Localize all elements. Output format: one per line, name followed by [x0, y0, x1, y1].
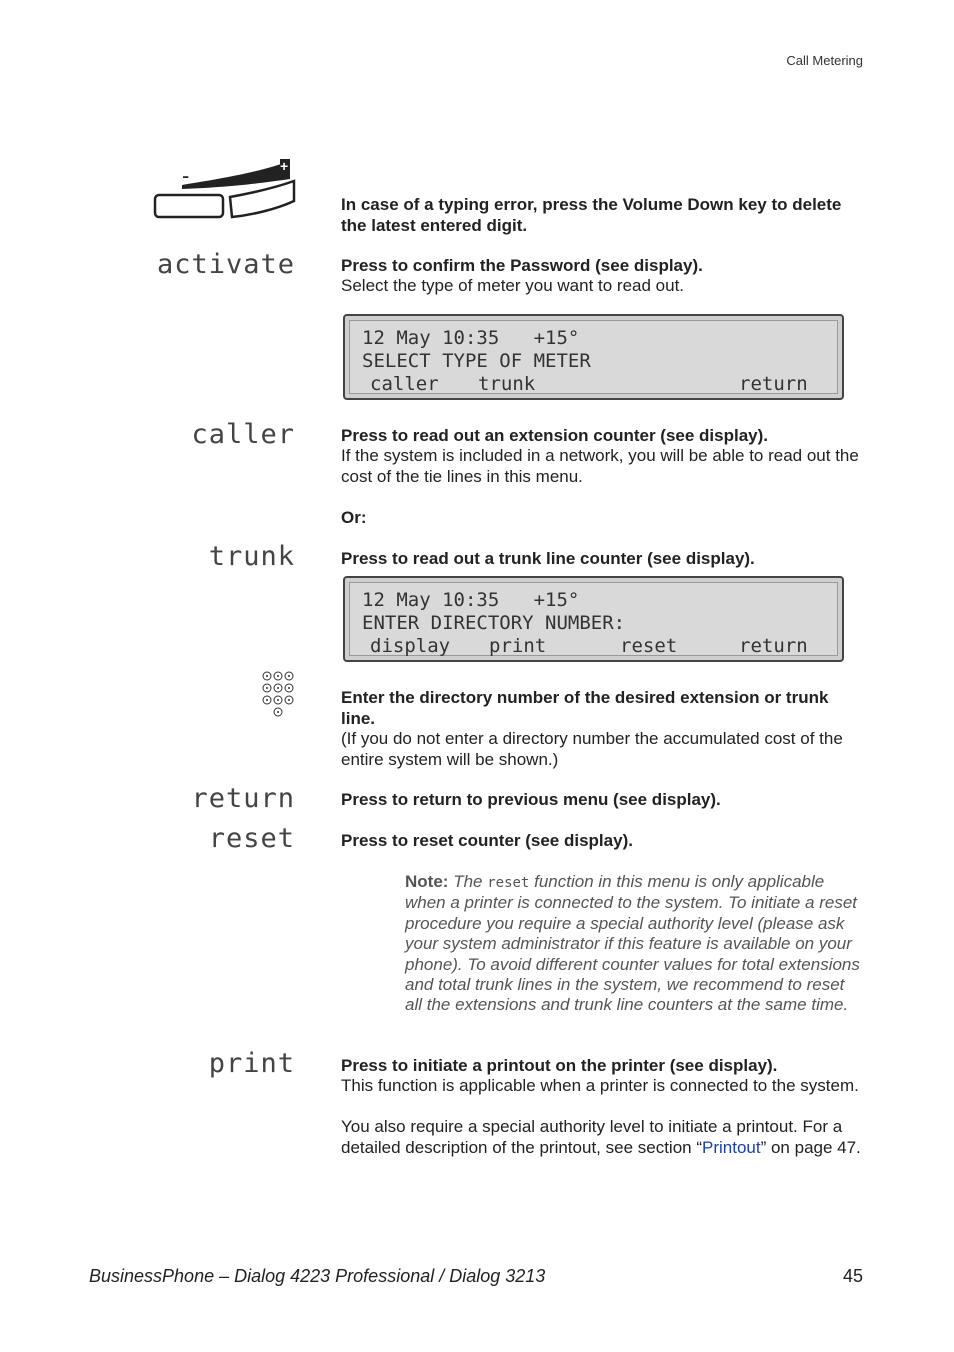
- display-line-2: ENTER DIRECTORY NUMBER:: [362, 612, 626, 634]
- activate-description: Select the type of meter you want to read out.: [341, 276, 685, 295]
- or-label: Or:: [341, 508, 367, 527]
- volume-key-icon: [152, 157, 298, 221]
- display-enter-directory: [343, 576, 844, 662]
- softkey-return[interactable]: return: [739, 373, 808, 395]
- trunk-key[interactable]: trunk: [208, 541, 295, 572]
- page-header: Call Metering: [786, 53, 863, 68]
- softkey-print[interactable]: print: [489, 635, 547, 657]
- print-instruction: Press to initiate a printout on the printer (see display).: [341, 1056, 778, 1075]
- softkey-reset[interactable]: reset: [620, 635, 678, 657]
- print-key[interactable]: print: [208, 1048, 295, 1079]
- note-code: reset: [487, 875, 530, 891]
- keypad-icon: [262, 671, 298, 721]
- softkey-trunk[interactable]: trunk: [478, 373, 536, 395]
- note-pre: The: [453, 872, 483, 891]
- return-instruction: Press to return to previous menu (see display).: [341, 790, 721, 809]
- page-number: 45: [842, 1266, 863, 1286]
- typing-error-instruction: In case of a typing error, press the Volume Down key to delete the latest entered digit.: [341, 195, 842, 235]
- plus-sign: +: [280, 158, 289, 174]
- print-reference: [341, 1117, 863, 1158]
- reset-note: [405, 872, 863, 1016]
- softkey-return[interactable]: return: [739, 635, 808, 657]
- footer-title: BusinessPhone – Dialog 4223 Professional / Dialog 3213: [89, 1266, 546, 1286]
- print-reference-post: ” on page 47.: [760, 1137, 861, 1157]
- enter-number-description: (If you do not enter a directory number the accumulated cost of the entire system will be shown.): [341, 729, 843, 769]
- note-label: Note:: [405, 872, 449, 891]
- display-line-2: SELECT TYPE OF METER: [362, 350, 591, 372]
- reset-instruction: Press to reset counter (see display).: [341, 831, 633, 850]
- activate-instruction: Press to confirm the Password (see display).: [341, 256, 703, 275]
- return-key[interactable]: return: [191, 783, 295, 814]
- caller-key[interactable]: caller: [191, 419, 295, 450]
- reset-key[interactable]: reset: [208, 823, 295, 854]
- display-line-1: 12 May 10:35 +15°: [362, 327, 580, 349]
- printout-link[interactable]: Printout: [702, 1137, 761, 1157]
- display-line-1: 12 May 10:35 +15°: [362, 589, 580, 611]
- enter-number-instruction: Enter the directory number of the desired extension or trunk line.: [341, 688, 829, 728]
- softkey-display[interactable]: display: [370, 635, 451, 657]
- caller-instruction: Press to read out an extension counter (see display).: [341, 426, 769, 445]
- activate-key[interactable]: activate: [156, 249, 295, 280]
- note-text: function in this menu is only applicable when a printer is connected to the system. To initiate a reset procedure you require a special authority level (please ask your system administrator if this feature is available on your phone). To avoid different counter values for total extensions and total trunk lines in the system, we recommend to reset all the extensions and trunk line counters at the same time.: [405, 872, 860, 1015]
- trunk-instruction: Press to read out a trunk line counter (see display).: [341, 549, 755, 568]
- softkey-caller[interactable]: caller: [370, 373, 439, 395]
- display-select-meter: [343, 314, 844, 400]
- print-description: This function is applicable when a printer is connected to the system.: [341, 1076, 859, 1095]
- minus-sign: -: [182, 163, 190, 188]
- print-reference-pre: You also require a special authority level to initiate a printout. For a detailed description of the printout, see section “: [341, 1117, 843, 1157]
- caller-description: If the system is included in a network, you will be able to read out the cost of the tie lines in this menu.: [341, 446, 859, 486]
